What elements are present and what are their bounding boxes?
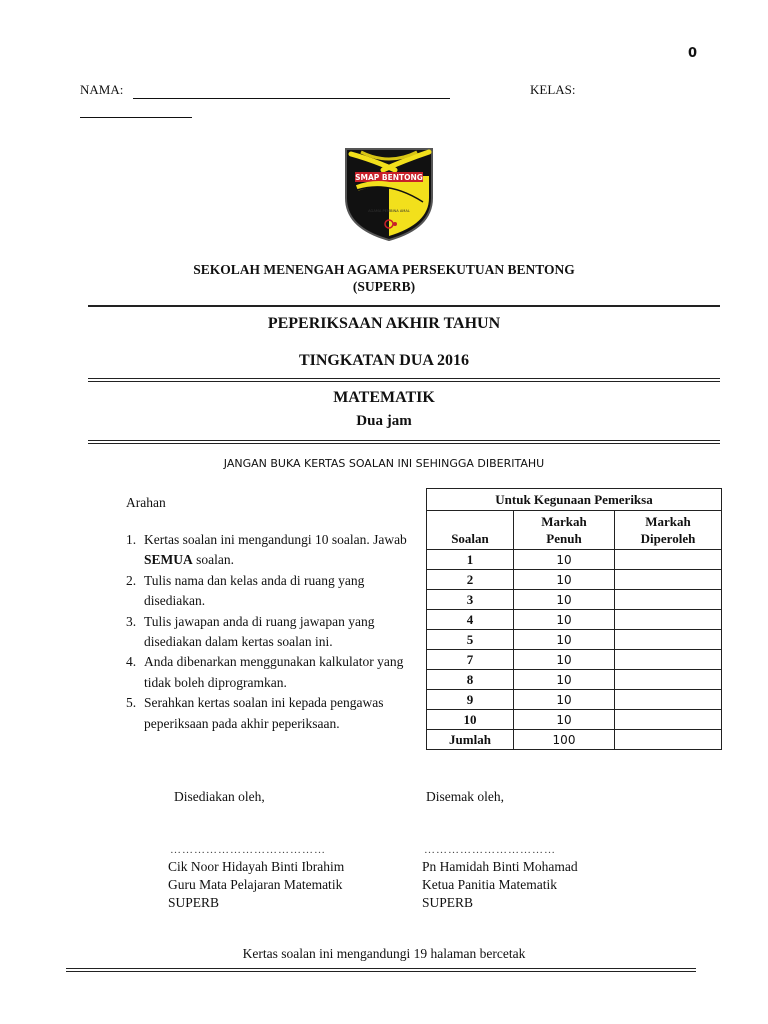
divider [88,305,720,307]
prepared-by-role: Guru Mata Pelajaran Matematik [168,877,343,892]
instruction-text: Kertas soalan ini mengandungi 10 soalan. Jawab SEMUA soalan. [144,532,407,568]
school-short-name: (SUPERB) [352,279,416,294]
instruction-emphasis: SEMUA [144,552,193,568]
divider [88,440,720,441]
full-marks: 10 [514,590,615,610]
table-row [427,690,722,710]
svg-text:SMAP BENTONG: SMAP BENTONG [355,173,423,182]
marks-obtained-cell[interactable] [615,610,722,630]
instruction-number: 4. [126,654,137,670]
marks-obtained-cell[interactable] [615,570,722,590]
marks-obtained-cell[interactable] [615,590,722,610]
checked-by-name: Pn Hamidah Binti Mohamad [422,859,578,874]
exam-subject: MATEMATIK [333,389,435,406]
marks-obtained-cell[interactable] [615,550,722,570]
exam-title: PEPERIKSAAN AKHIR TAHUN [267,315,501,332]
question-number: 2 [427,570,514,590]
instruction-item [126,530,426,571]
table-row [427,610,722,630]
checked-by-label: Disemak oleh, [426,789,504,804]
instruction-item [126,652,426,693]
total-obtained-cell[interactable] [615,730,722,750]
prepared-signature-line: ………………………………… [170,844,326,856]
prepared-by-org: SUPERB [168,895,220,910]
instructions-heading: Arahan [126,495,166,510]
full-marks: 10 [514,650,615,670]
exam-duration: Dua jam [356,413,412,429]
full-marks: 10 [514,670,615,690]
instruction-number: 5. [126,695,137,711]
marks-obtained-cell[interactable] [615,710,722,730]
nama-label: NAMA: [80,82,124,97]
instruction-number: 3. [126,613,137,629]
col-header-markah-penuh: Markah Penuh [514,511,615,550]
full-marks: 10 [514,710,615,730]
instruction-item [126,693,426,734]
school-crest-logo [343,146,435,247]
school-name: SEKOLAH MENENGAH AGAMA PERSEKUTUAN BENTONG [193,262,575,277]
marks-obtained-cell[interactable] [615,630,722,650]
kelas-blank-line [80,117,192,118]
full-marks: 10 [514,630,615,650]
instruction-item [126,571,426,612]
question-number: 8 [427,670,514,690]
question-number: 10 [427,710,514,730]
prepared-by-label: Disediakan oleh, [174,789,265,804]
instruction-number: 2. [126,572,137,588]
checked-by-role: Ketua Panitia Matematik [422,877,557,892]
checked-by-org: SUPERB [422,895,474,910]
question-number: 5 [427,630,514,650]
col-header-markah-diperoleh: Markah Diperoleh [615,511,722,550]
table-row [427,570,722,590]
instruction-item [126,612,426,653]
full-marks: 10 [514,550,615,570]
svg-text:AGAMA PEMBINA AMAL: AGAMA PEMBINA AMAL [368,209,410,213]
checked-signature-line: …………………………… [424,844,556,856]
kelas-label: KELAS: [530,82,576,97]
instruction-number: 1. [126,532,137,547]
full-marks: 10 [514,690,615,710]
table-row [427,650,722,670]
instructions-list [126,530,426,734]
question-number: 9 [427,690,514,710]
question-number: 1 [427,550,514,570]
table-row [427,590,722,610]
total-full-marks: 100 [514,730,615,750]
exam-level: TINGKATAN DUA 2016 [298,352,470,369]
full-marks: 10 [514,570,615,590]
table-row [427,710,722,730]
page-count-footer: Kertas soalan ini mengandungi 19 halaman bercetak [242,946,526,961]
question-number: 3 [427,590,514,610]
table-row [427,670,722,690]
marks-obtained-cell[interactable] [615,690,722,710]
full-marks: 10 [514,610,615,630]
total-label: Jumlah [427,730,514,750]
table-total-row [427,730,722,750]
nama-blank-line [133,98,450,99]
examiner-marks-table [426,488,722,750]
divider [88,378,720,379]
instruction-text: Anda dibenarkan menggunakan kalkulator yang tidak boleh diprogramkan. [144,654,404,690]
instruction-text: Tulis jawapan anda di ruang jawapan yang disediakan dalam kertas soalan ini. [144,613,375,650]
footer-divider [66,968,696,969]
table-title: Untuk Kegunaan Pemeriksa [427,489,722,511]
marks-obtained-cell[interactable] [615,670,722,690]
marks-obtained-cell[interactable] [615,650,722,670]
col-header-soalan: Soalan [427,511,514,550]
question-number: 7 [427,650,514,670]
table-row [427,550,722,570]
page-number: 0 [688,46,698,61]
warning-notice: JANGAN BUKA KERTAS SOALAN INI SEHINGGA DIBERITAHU [223,457,545,470]
question-number: 4 [427,610,514,630]
instruction-text: Tulis nama dan kelas anda di ruang yang disediakan. [144,572,365,609]
table-row [427,630,722,650]
prepared-by-name: Cik Noor Hidayah Binti Ibrahim [168,859,345,874]
instruction-text: Serahkan kertas soalan ini kepada pengawas peperiksaan pada akhir peperiksaan. [144,695,384,731]
